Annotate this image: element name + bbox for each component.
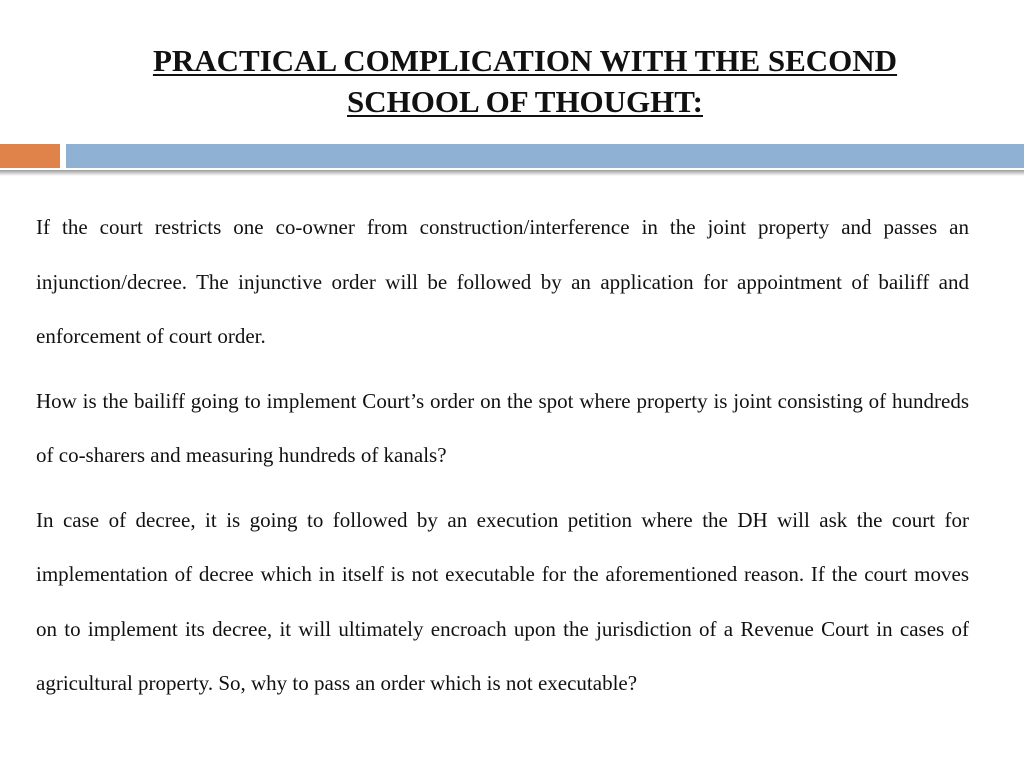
- paragraph-1: If the court restricts one co-owner from construction/interference in the joint property and passes an injunction/decree. The injunctive order will be followed by an application for appointment of bailiff and enforcement of court order.: [36, 215, 969, 348]
- slide-title: [100, 40, 950, 122]
- accent-bar-blue: [66, 144, 1024, 168]
- paragraph-2: How is the bailiff going to implement Court’s order on the spot where property is joint consisting of hundreds of co-sharers and measuring hundreds of kanals?: [36, 388, 969, 467]
- paragraph-3: In case of decree, it is going to followed by an execution petition where the DH will ask the court for implementation of decree which in itself is not executable for the aforementioned reason. If the court moves on to implement its decree, it will ultimately encroach upon the jurisdiction of a Revenue Court in cases of agricultural property. So, why to pass an order which is not executable?: [36, 507, 969, 695]
- slide-body: [36, 200, 969, 721]
- slide-title-line-2: SCHOOL OF THOUGHT:: [347, 84, 703, 119]
- slide-title-line-1: PRACTICAL COMPLICATION WITH THE SECOND: [152, 43, 898, 78]
- accent-bar-shadow: [0, 170, 1024, 176]
- accent-bar-orange: [0, 144, 60, 168]
